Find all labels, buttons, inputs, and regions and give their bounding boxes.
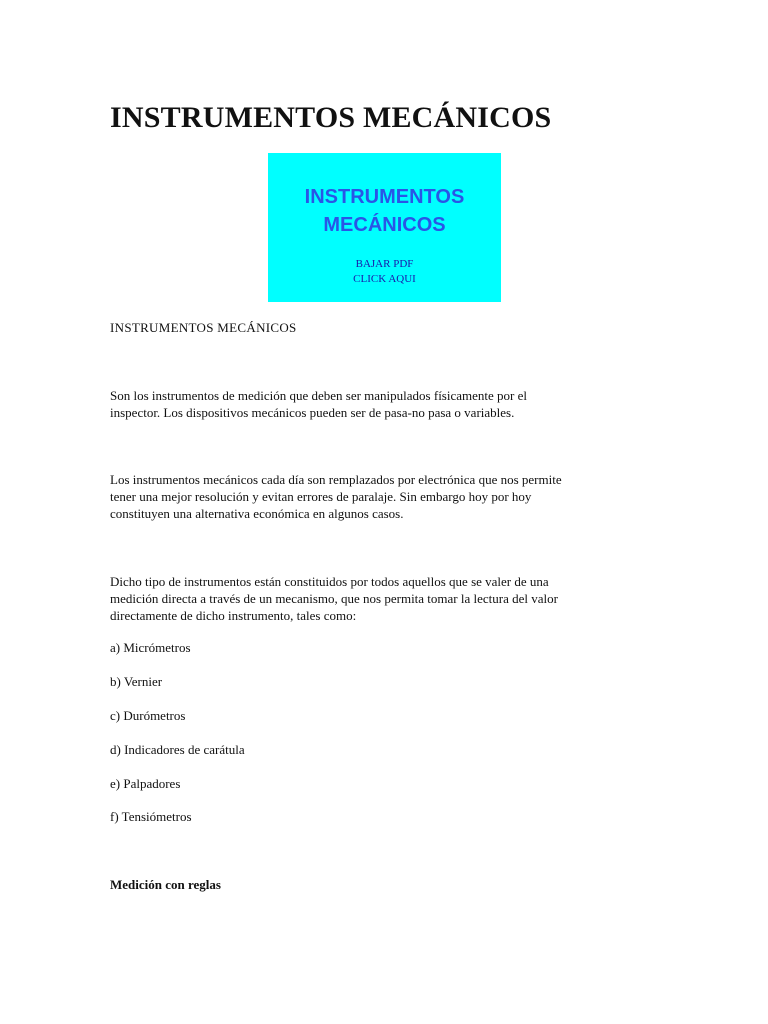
list-item: f) Tensiómetros (110, 809, 192, 824)
list-item: e) Palpadores (110, 776, 181, 791)
paragraph-line: directamente de dicho instrumento, tales como: (110, 608, 357, 623)
paragraph-line: constituyen una alternativa económica en algunos casos. (110, 506, 404, 521)
download-banner[interactable] (268, 153, 501, 302)
paragraph-line: inspector. Los dispositivos mecánicos pueden ser de pasa-no pasa o variables. (110, 405, 515, 420)
list-item: c) Durómetros (110, 708, 186, 723)
paragraph-line: Son los instrumentos de medición que deben ser manipulados físicamente por el (110, 388, 527, 403)
download-pdf-link[interactable]: BAJAR PDF (355, 258, 414, 270)
banner-title-line-1: INSTRUMENTOS (304, 186, 465, 208)
paragraph-line: Los instrumentos mecánicos cada día son remplazados por electrónica que nos permite (110, 472, 562, 487)
click-here-link[interactable]: CLICK AQUI (353, 273, 416, 285)
paragraph-line: tener una mejor resolución y evitan errores de paralaje. Sin embargo hoy por hoy (110, 489, 532, 504)
paragraph-line: medición directa a través de un mecanismo, que nos permita tomar la lectura del valor (110, 591, 558, 606)
paragraph-replacement (110, 471, 670, 522)
list-item: a) Micrómetros (110, 640, 191, 655)
list-item: d) Indicadores de carátula (110, 742, 245, 757)
paragraph-intro (110, 387, 670, 421)
list-item: b) Vernier (110, 674, 163, 689)
page-title: INSTRUMENTOS MECÁNICOS (110, 101, 552, 134)
section-heading: INSTRUMENTOS MECÁNICOS (110, 320, 297, 335)
sub-heading: Medición con reglas (110, 877, 221, 892)
paragraph-line: Dicho tipo de instrumentos están constituidos por todos aquellos que se valer de una (110, 574, 549, 589)
banner-title-line-2: MECÁNICOS (323, 214, 446, 236)
paragraph-types (110, 573, 670, 624)
